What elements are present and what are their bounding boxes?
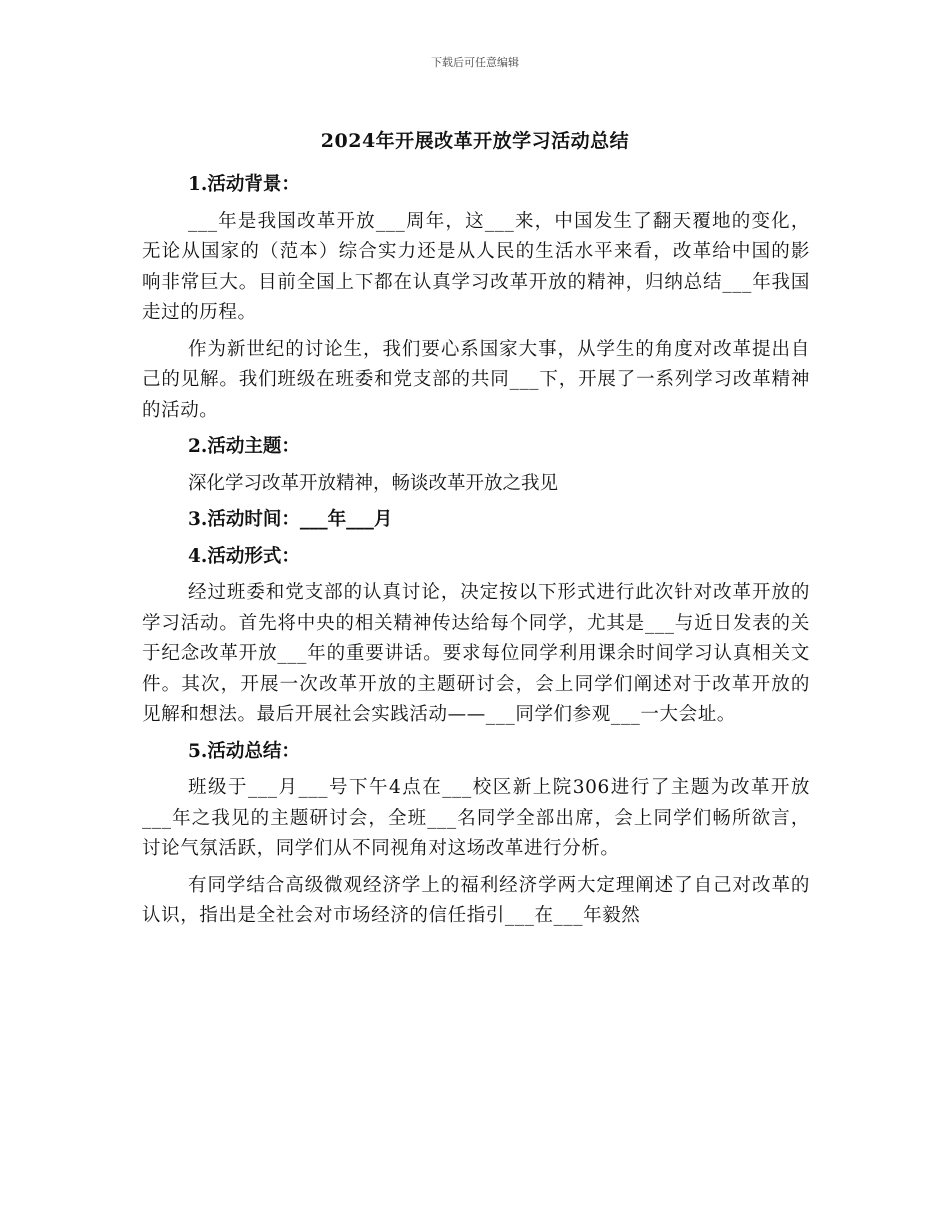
document-title: 2024年开展改革开放学习活动总结 (320, 130, 630, 152)
paragraph-background-1: ___年是我国改革开放___周年，这___来，中国发生了翻天覆地的变化，无论从国家的（范本）综合实力还是从人民的生活水平来看，改革给中国的影响非常巨大。目前全国上下都在认真学习改革开放的精神，归纳总结___年我国走过的历程。 (142, 210, 810, 323)
section-heading-summary: 5.活动总结： (188, 740, 300, 762)
paragraph-summary-2: 有同学结合高级微观经济学上的福利经济学两大定理阐述了自己对改革的认识，指出是全社会对市场经济的信任指引___在___年毅然 (142, 874, 810, 926)
document-body (142, 170, 810, 938)
paragraph-background-2: 作为新世纪的讨论生，我们要心系国家大事，从学生的角度对改革提出自己的见解。我们班级在班委和党支部的共同___下，开展了一系列学习改革精神的活动。 (142, 338, 810, 421)
page-header: 下载后可任意编辑 (431, 56, 519, 69)
section-heading-time: 3.活动时间：___年___月 (188, 509, 393, 530)
paragraph-theme: 深化学习改革开放精神，畅谈改革开放之我见 (188, 472, 559, 494)
section-heading-theme: 2.活动主题： (188, 436, 300, 457)
section-heading-background: 1.活动背景： (188, 174, 300, 195)
paragraph-format: 经过班委和党支部的认真讨论，决定按以下形式进行此次针对改革开放的学习活动。首先将中央的相关精神传达给每个同学，尤其是___与近日发表的关于纪念改革开放___年的重要讲话。要求每位同学利用课余时间学习认真相关文件。其次，开展一次改革开放的主题研讨会，会上同学们阐述对于改革开放的见解和想法。最后开展社会实践活动——___同学们参观___一大会址。 (142, 582, 810, 725)
paragraph-summary-1: 班级于___月___号下午4点在___校区新上院306进行了主题为改革开放___年之我见的主题研讨会，全班___名同学全部出席，会上同学们畅所欲言，讨论气氛活跃，同学们从不同视角对这场改革进行分析。 (142, 777, 810, 859)
section-heading-format: 4.活动形式： (188, 545, 300, 567)
